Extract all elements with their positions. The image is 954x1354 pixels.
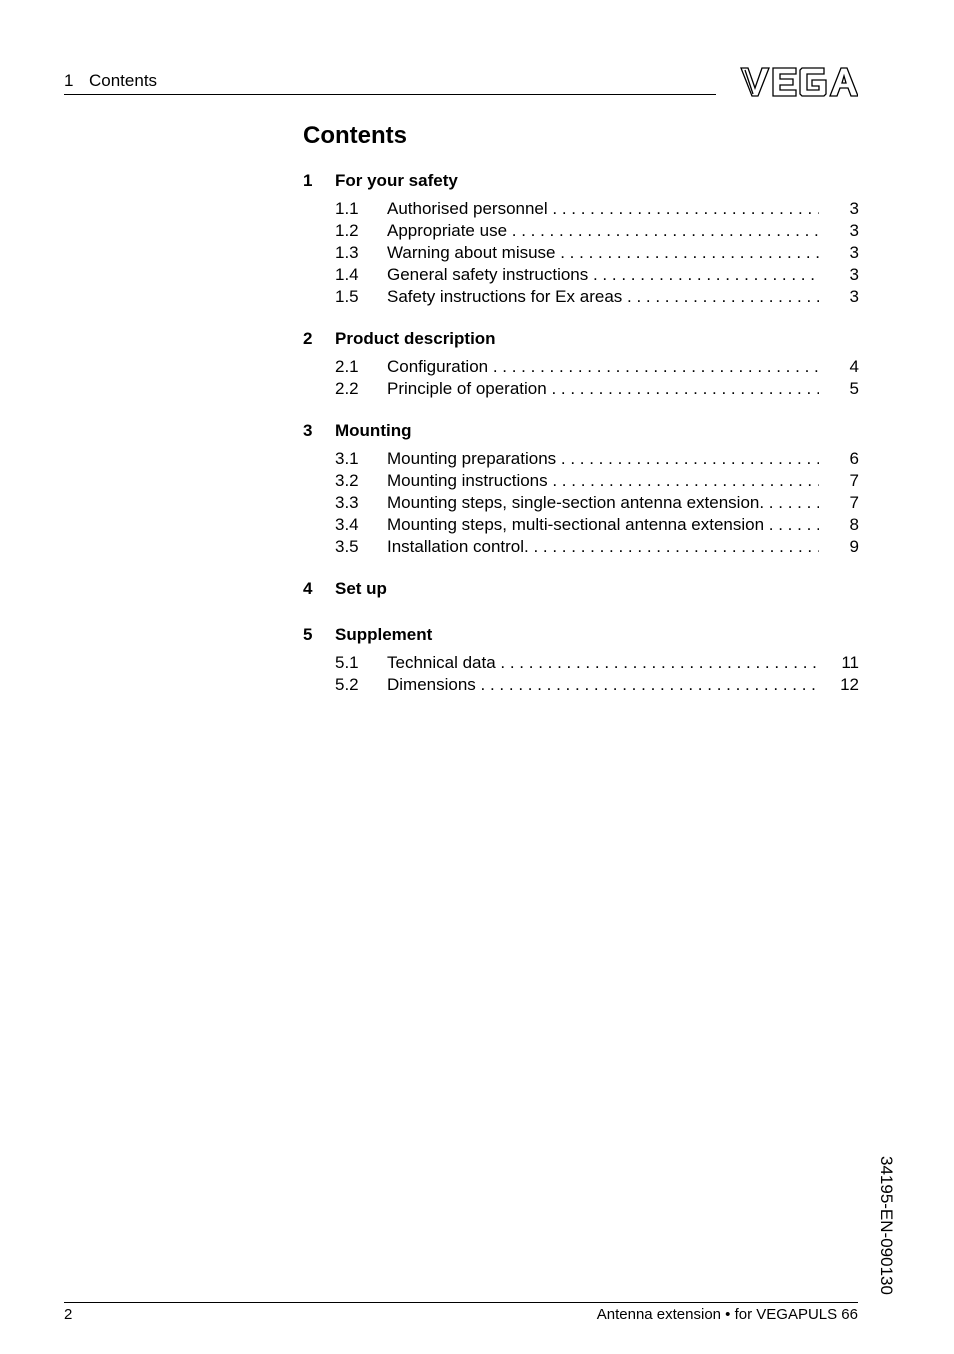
section-title: For your safety (335, 171, 458, 190)
footer-document-title: Antenna extension • for VEGAPULS 66 (596, 1306, 858, 1323)
entry-page: 3 (849, 221, 859, 240)
header-rule (64, 94, 716, 95)
entry-title: Warning about misuse . . . (387, 242, 819, 264)
section-title: Mounting (335, 421, 412, 440)
section-title: Product description (335, 329, 496, 348)
entry-page: 3 (849, 199, 859, 218)
section-heading (303, 168, 859, 194)
entry-number: 5.2 (335, 675, 359, 694)
entry-title: Mounting instructions . . . (387, 470, 819, 492)
entry-page: 3 (849, 265, 859, 284)
entry-number: 3.3 (335, 493, 359, 512)
entry-page: 12 (840, 675, 859, 694)
entry-title: General safety instructions . . . (387, 264, 819, 286)
entry-title: Authorised personnel . . . (387, 198, 819, 220)
entry-title: Principle of operation . . . (387, 378, 819, 400)
section-number: 1 (303, 171, 313, 190)
entry-title: Dimensions . . . (387, 674, 819, 696)
document-code: 34195-EN-090130 (877, 1156, 896, 1295)
section-heading (303, 418, 859, 444)
toc-entry (303, 514, 859, 536)
entry-page: 9 (849, 537, 859, 556)
header-section-title: Contents (89, 71, 158, 90)
section-number: 3 (303, 421, 313, 440)
footer-rule (64, 1302, 858, 1303)
header-section-number: 1 (64, 71, 74, 90)
toc-entry (303, 242, 859, 264)
toc-entry (303, 198, 859, 220)
entry-number: 1.2 (335, 221, 359, 240)
section-title: Supplement (335, 625, 433, 644)
toc-section-4 (303, 576, 859, 602)
entry-page: 3 (849, 287, 859, 306)
running-header (64, 71, 157, 91)
entry-page: 4 (849, 357, 859, 376)
toc-section-3 (303, 418, 859, 558)
section-number: 2 (303, 329, 313, 348)
entry-title: Installation control. . . . (387, 536, 819, 558)
table-of-contents (303, 168, 859, 714)
entry-number: 3.5 (335, 537, 359, 556)
toc-entry (303, 492, 859, 514)
entry-page: 11 (841, 653, 859, 672)
section-heading (303, 326, 859, 352)
entry-page: 5 (849, 379, 859, 398)
entry-page: 8 (849, 515, 859, 534)
entry-number: 1.4 (335, 265, 359, 284)
section-number: 5 (303, 625, 313, 644)
toc-entry (303, 356, 859, 378)
toc-entry (303, 674, 859, 696)
entry-number: 1.3 (335, 243, 359, 262)
entry-number: 3.4 (335, 515, 359, 534)
entry-title: Mounting preparations . . . (387, 448, 819, 470)
entry-page: 7 (849, 471, 859, 490)
section-heading (303, 576, 859, 602)
entry-number: 3.2 (335, 471, 359, 490)
toc-entry (303, 536, 859, 558)
entry-title: Appropriate use . . . (387, 220, 819, 242)
page-title: Contents (303, 122, 407, 149)
entry-title: Configuration . . . (387, 356, 819, 378)
toc-section-2 (303, 326, 859, 400)
toc-entry (303, 220, 859, 242)
entry-number: 5.1 (335, 653, 359, 672)
entry-title: Mounting steps, multi-sectional antenna extension . . . (387, 514, 819, 536)
vega-logo (740, 66, 858, 98)
toc-entry (303, 652, 859, 674)
entry-number: 1.5 (335, 287, 359, 306)
section-number: 4 (303, 579, 313, 598)
toc-entry (303, 286, 859, 308)
entry-number: 2.1 (335, 357, 359, 376)
entry-number: 2.2 (335, 379, 359, 398)
entry-number: 3.1 (335, 449, 359, 468)
entry-number: 1.1 (335, 199, 359, 218)
toc-entry (303, 470, 859, 492)
toc-section-5 (303, 622, 859, 696)
footer-page-number: 2 (64, 1306, 73, 1323)
entry-page: 7 (849, 493, 859, 512)
toc-entry (303, 378, 859, 400)
entry-page: 3 (849, 243, 859, 262)
toc-entry (303, 264, 859, 286)
toc-entry (303, 448, 859, 470)
entry-page: 6 (849, 449, 859, 468)
section-heading (303, 622, 859, 648)
entry-title: Technical data . . . (387, 652, 819, 674)
entry-title: Mounting steps, single-section antenna extension. . . . (387, 492, 819, 514)
entry-title: Safety instructions for Ex areas . . . (387, 286, 819, 308)
toc-section-1 (303, 168, 859, 308)
section-title: Set up (335, 579, 387, 598)
